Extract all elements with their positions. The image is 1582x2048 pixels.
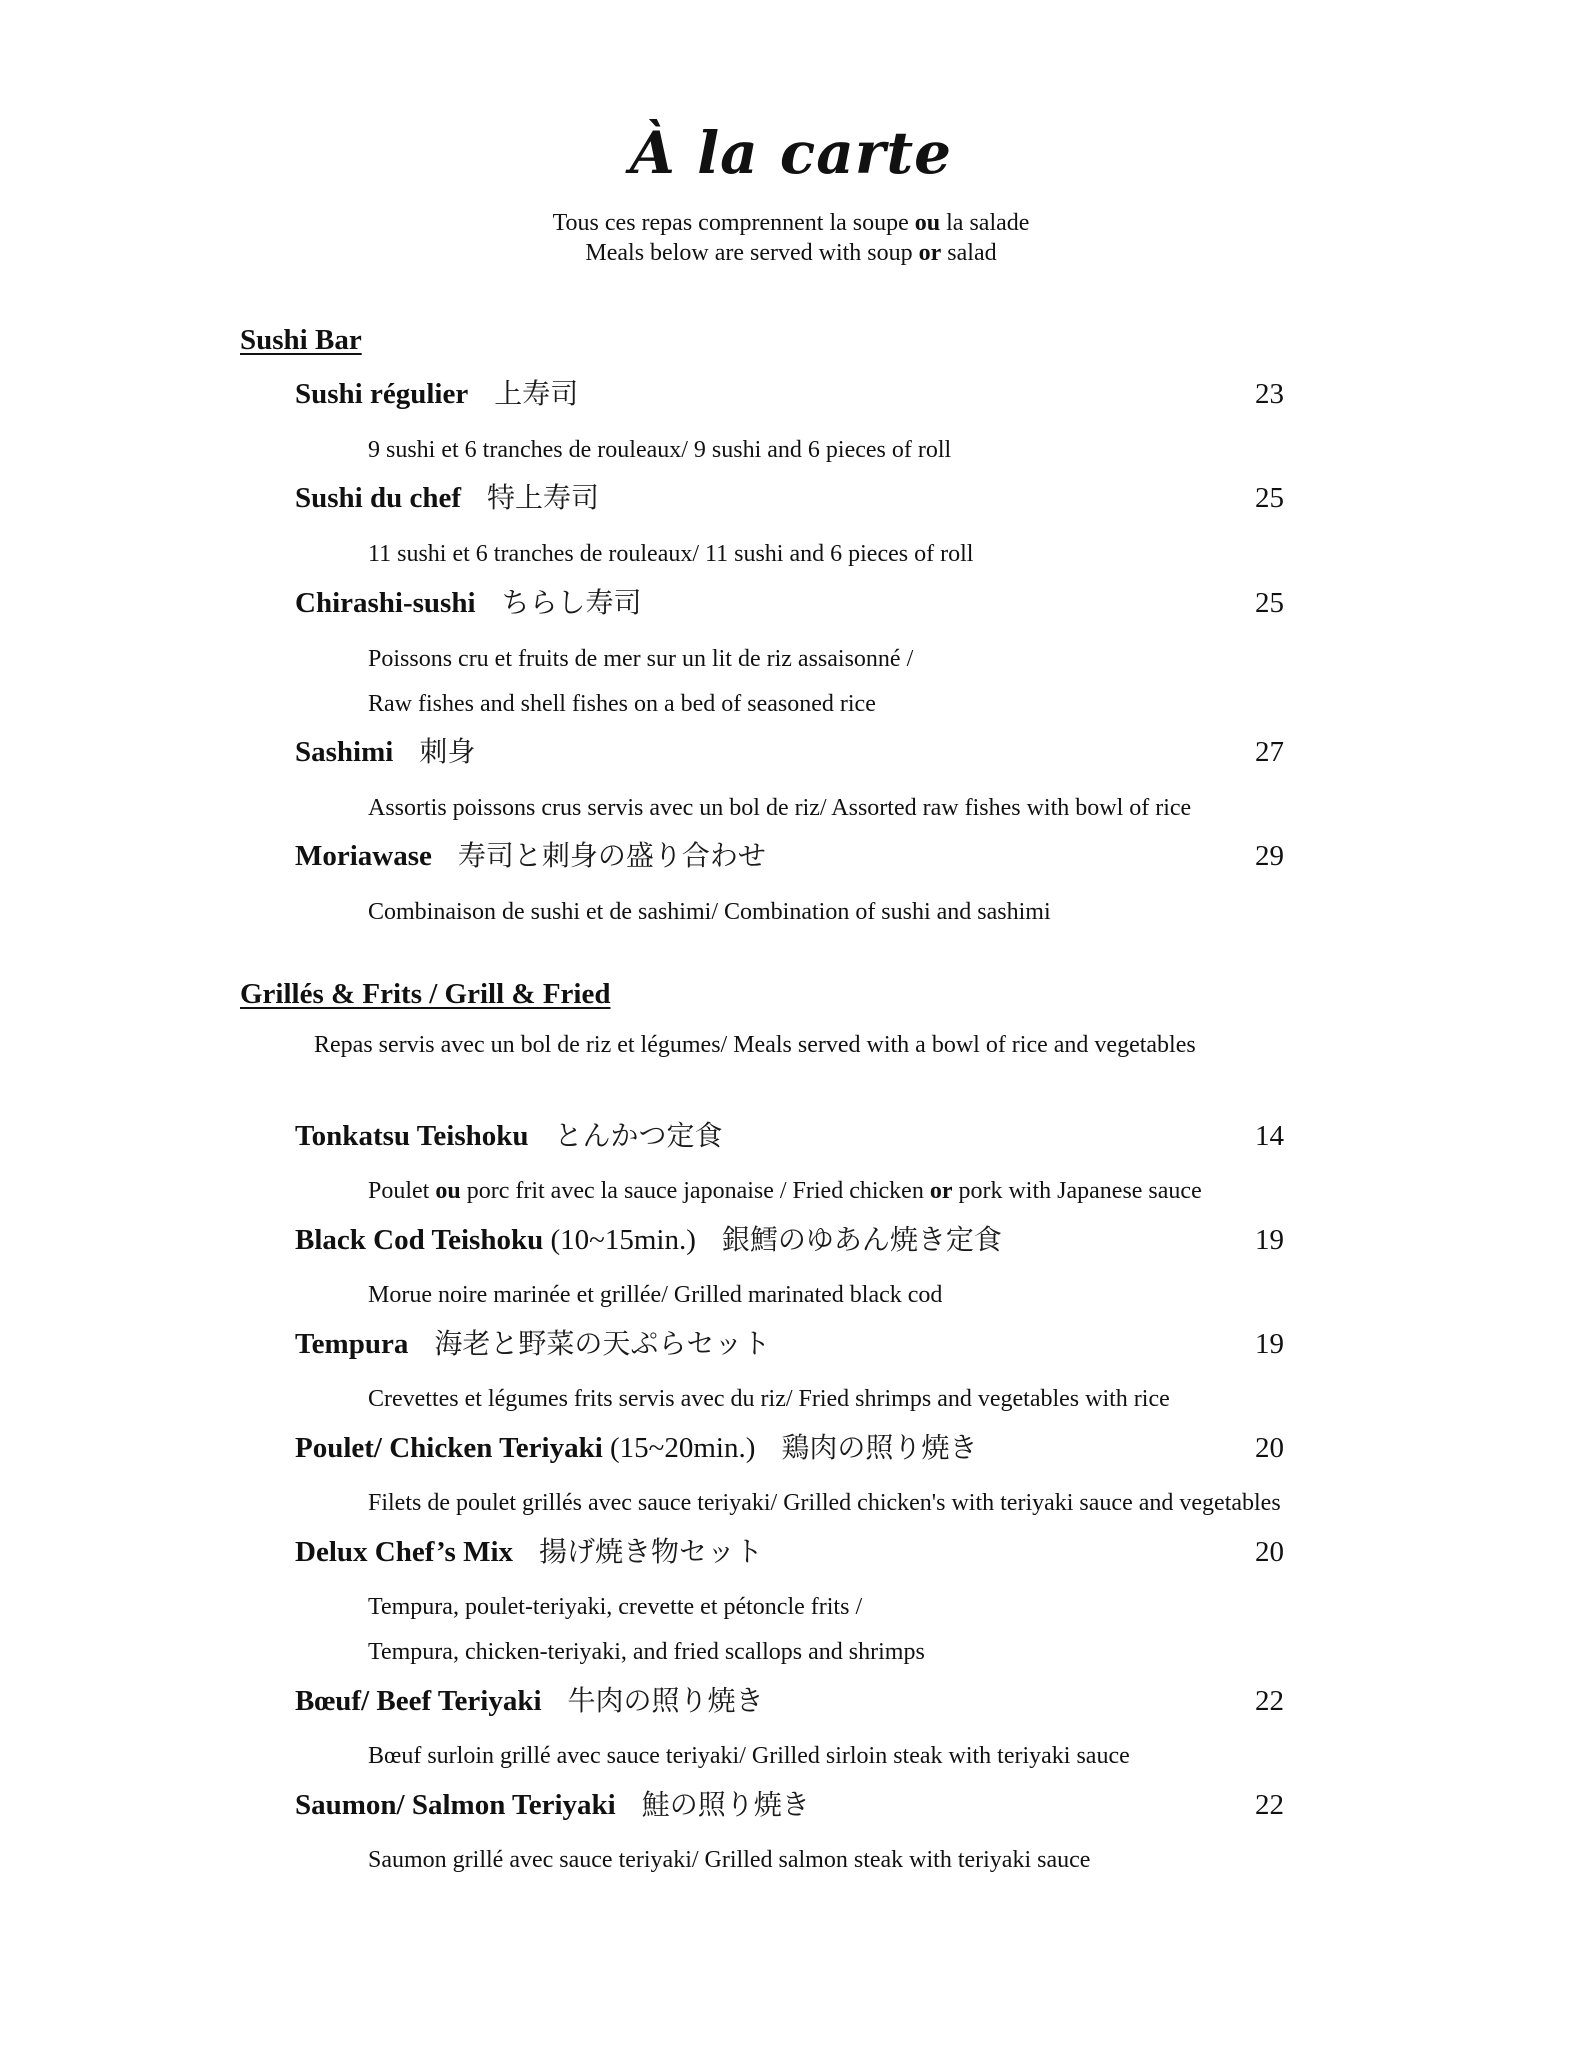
menu-item-name — [295, 584, 642, 622]
subtitle-emphasis: or — [918, 240, 942, 266]
item-price: 20 — [1255, 1536, 1284, 1568]
subtitle-english — [0, 238, 1582, 268]
section-heading-grill-fried: Grillés & Frits / Grill & Fried — [240, 978, 611, 1010]
item-japanese-name: 寿司と刺身の盛り合わせ — [457, 839, 766, 872]
desc-emphasis: or — [929, 1178, 953, 1204]
item-price: 29 — [1255, 840, 1284, 872]
desc-emphasis: ou — [435, 1178, 461, 1204]
item-description: 9 sushi et 6 tranches de rouleaux/ 9 sushi and 6 pieces of roll — [368, 437, 952, 463]
item-description: Filets de poulet grillés avec sauce teriyaki/ Grilled chicken's with teriyaki sauce and vegetables — [368, 1490, 1281, 1516]
menu-item-name — [295, 375, 578, 413]
menu-item-name — [295, 1221, 1002, 1259]
desc-text: Poulet — [368, 1178, 436, 1204]
subtitle-text: la salade — [940, 210, 1030, 236]
item-price: 22 — [1255, 1685, 1284, 1717]
item-japanese-name: 牛肉の照り焼き — [567, 1684, 764, 1717]
desc-text: porc frit avec la sauce japonaise / Fried chicken — [460, 1178, 930, 1204]
item-japanese-name: 鶏肉の照り焼き — [781, 1431, 978, 1464]
menu-item-name — [295, 1325, 770, 1363]
item-description: Assortis poissons crus servis avec un bol de riz/ Assorted raw fishes with bowl of rice — [368, 795, 1192, 821]
item-japanese-name: 特上寿司 — [487, 481, 600, 514]
page-title: À la carte — [629, 119, 953, 187]
item-price: 25 — [1255, 587, 1284, 619]
item-title: Bœuf/ Beef Teriyaki — [295, 1685, 542, 1717]
menu-item-name — [295, 1682, 764, 1720]
menu-item-name — [295, 1117, 723, 1155]
item-title: Sushi du chef — [295, 482, 462, 514]
item-description: Morue noire marinée et grillée/ Grilled marinated black cod — [368, 1282, 943, 1308]
section-note: Repas servis avec un bol de riz et légumes/ Meals served with a bowl of rice and vegetables — [314, 1032, 1196, 1058]
item-description: Poissons cru et fruits de mer sur un lit de riz assaisonné / — [368, 646, 914, 672]
subtitle-french — [0, 208, 1582, 238]
item-title: Saumon/ Salmon Teriyaki — [295, 1789, 616, 1821]
item-prep-time: (15~20min.) — [602, 1432, 756, 1464]
menu-item-name — [295, 479, 599, 517]
menu-item-name — [295, 837, 766, 875]
item-title: Sushi régulier — [295, 378, 469, 410]
item-japanese-name: ちらし寿司 — [501, 586, 642, 619]
item-description: Tempura, chicken-teriyaki, and fried scallops and shrimps — [368, 1639, 925, 1665]
item-price: 27 — [1255, 736, 1284, 768]
item-japanese-name: 銀鱈のゆあん焼き定食 — [721, 1223, 1002, 1256]
item-description: 11 sushi et 6 tranches de rouleaux/ 11 sushi and 6 pieces of roll — [368, 541, 974, 567]
subtitle-text: salad — [941, 240, 997, 266]
menu-item-name — [295, 1429, 977, 1467]
item-japanese-name: 刺身 — [419, 735, 476, 768]
item-title: Black Cod Teishoku — [295, 1224, 544, 1256]
item-description — [368, 1176, 1202, 1206]
item-description: Combinaison de sushi et de sashimi/ Combination of sushi and sashimi — [368, 899, 1051, 925]
item-title: Delux Chef’s Mix — [295, 1536, 513, 1568]
item-title: Sashimi — [295, 736, 394, 768]
section-heading-sushi-bar: Sushi Bar — [240, 324, 362, 356]
item-price: 20 — [1255, 1432, 1284, 1464]
item-description: Crevettes et légumes frits servis avec du riz/ Fried shrimps and vegetables with rice — [368, 1386, 1170, 1412]
item-title: Chirashi-sushi — [295, 587, 476, 619]
item-description: Bœuf surloin grillé avec sauce teriyaki/ Grilled sirloin steak with teriyaki sauce — [368, 1743, 1130, 1769]
item-japanese-name: 揚げ焼き物セット — [539, 1535, 764, 1568]
item-description: Saumon grillé avec sauce teriyaki/ Grilled salmon steak with teriyaki sauce — [368, 1847, 1091, 1873]
item-price: 14 — [1255, 1120, 1284, 1152]
item-japanese-name: 海老と野菜の天ぷらセット — [434, 1327, 771, 1360]
item-description: Tempura, poulet-teriyaki, crevette et pétoncle frits / — [368, 1594, 863, 1620]
item-price: 23 — [1255, 378, 1284, 410]
subtitle-text: Meals below are served with soup — [585, 240, 919, 266]
item-description: Raw fishes and shell fishes on a bed of seasoned rice — [368, 691, 876, 717]
item-price: 22 — [1255, 1789, 1284, 1821]
item-title: Tonkatsu Teishoku — [295, 1120, 529, 1152]
menu-item-name — [295, 733, 475, 771]
subtitle-text: Tous ces repas comprennent la soupe — [552, 210, 915, 236]
item-title: Poulet/ Chicken Teriyaki — [295, 1432, 603, 1464]
menu-item-name — [295, 1786, 810, 1824]
desc-text: pork with Japanese sauce — [952, 1178, 1202, 1204]
menu-item-name — [295, 1533, 763, 1571]
item-japanese-name: とんかつ定食 — [554, 1119, 723, 1152]
item-title: Tempura — [295, 1328, 409, 1360]
item-title: Moriawase — [295, 840, 432, 872]
item-prep-time: (10~15min.) — [543, 1224, 696, 1256]
subtitle-emphasis: ou — [914, 210, 941, 236]
item-japanese-name: 鮭の照り焼き — [641, 1788, 810, 1821]
item-japanese-name: 上寿司 — [494, 377, 579, 410]
item-price: 19 — [1255, 1224, 1284, 1256]
item-price: 25 — [1255, 482, 1284, 514]
item-price: 19 — [1255, 1328, 1284, 1360]
